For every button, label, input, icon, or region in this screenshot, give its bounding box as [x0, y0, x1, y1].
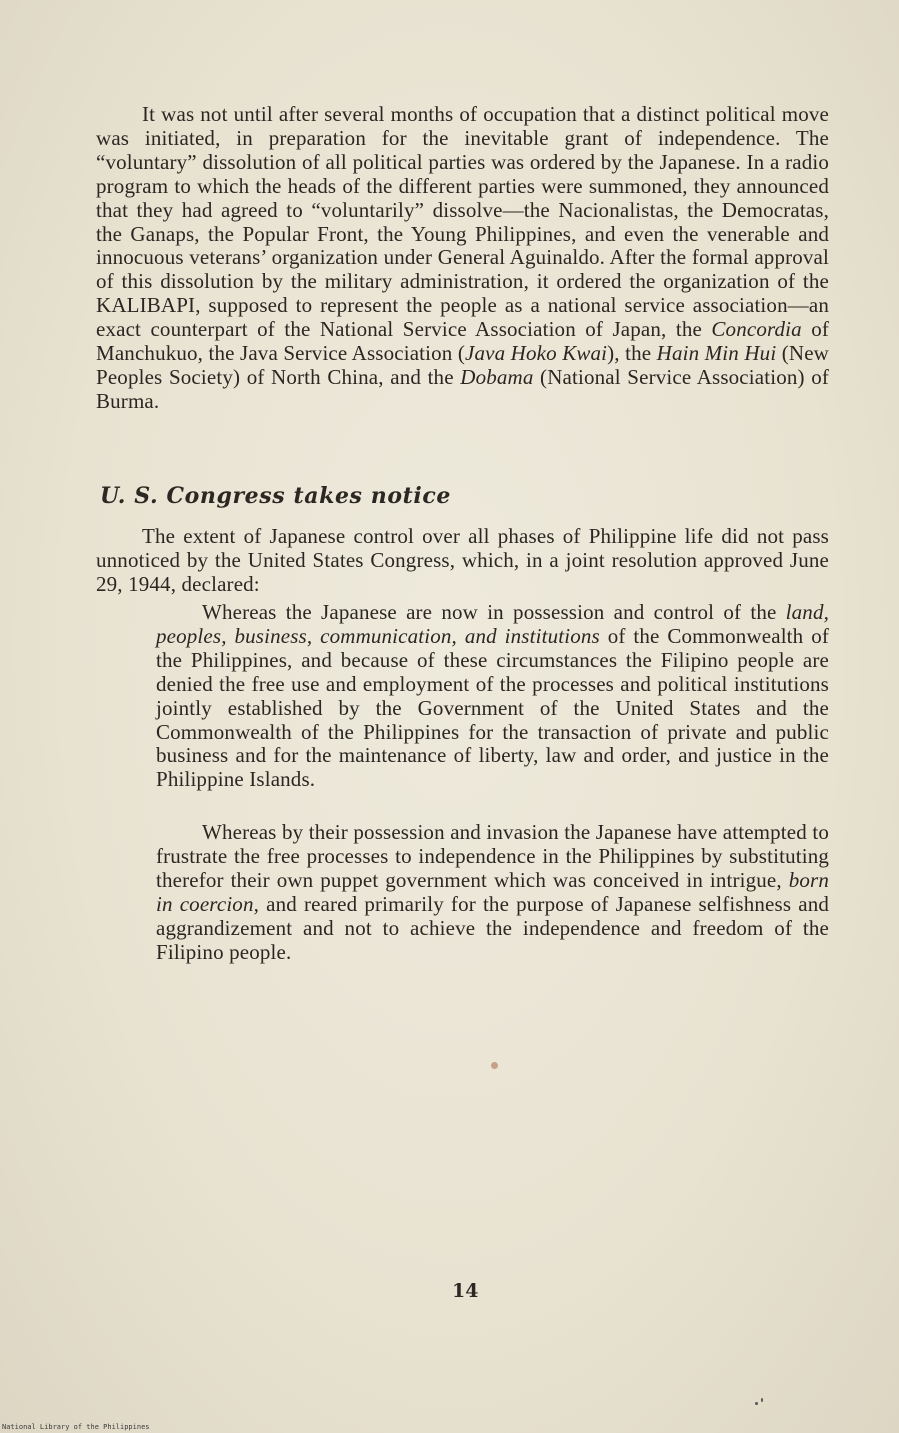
scan-speck: [755, 1402, 758, 1405]
italic-term: Java Hoko Kwai: [465, 341, 608, 366]
page-number: 14: [452, 1280, 479, 1302]
quoted-resolution-clause-1: [156, 601, 829, 792]
paragraph-segment: of Manchukuo, the Java Service Association (: [96, 317, 830, 366]
quote-text: [156, 821, 829, 964]
ornament-dot: [491, 1062, 498, 1069]
italic-term: Hain Min Hui: [656, 341, 777, 366]
paragraph-segment: It was not until after several months of occupation that a distinct political move was initiated, in preparation for the inevitable grant of independence. The “voluntary” dissolution of all political parties was ordered by the Japanese. In a radio program to which the heads of the different parties were summoned, they announced that they had agreed to “voluntarily” dissolve—the Nacionalistas, the Democratas, the Ganaps, the Popular Front, the Young Philippines, and even the venerable and innocuous veterans’ organization under General Aguinaldo. After the formal approval of this dissolution by the military administration, it ordered the organization of the KALIBAPI, supposed to represent the people as a national service association—an exact counterpart of the National Service Association of Japan, the: [96, 102, 829, 342]
quote-segment: Whereas by their possession and invasion the Japanese have attempted to frustrate the free processes to independence in the Philippines by substituting therefor their own puppet government which was conceived in intrigue,: [156, 820, 829, 892]
quote-segment: Whereas the Japanese are now in possession and control of the: [202, 600, 786, 624]
italic-phrase: born in coercion,: [156, 867, 829, 916]
paragraph-text: [96, 103, 829, 414]
library-credit: National Library of the Philippines: [2, 1423, 150, 1431]
scan-speck: [761, 1398, 763, 1402]
italic-term: Concordia: [711, 317, 802, 342]
paragraph-segment: (New Peoples Society) of North China, and the: [96, 341, 829, 389]
italic-phrase: land, peoples, business, communication, and institutions: [156, 600, 829, 648]
quote-segment: and reared primarily for the purpose of Japanese selfishness and aggrandizement and not to achieve the independence and freedom of the Filipino people.: [156, 891, 830, 964]
section-heading: U. S. Congress takes notice: [100, 483, 451, 509]
body-paragraph-congress: [96, 525, 829, 597]
paragraph-text: The extent of Japanese control over all phases of Philippine life did not pass unnoticed by the United States Congress, which, in a joint resolution approved June 29, 1944, declared:: [96, 524, 829, 596]
paragraph-segment: ), the: [607, 341, 657, 366]
body-paragraph-occupation: [96, 103, 829, 414]
paragraph-segment: (National Service Association) of Burma.: [96, 364, 829, 413]
quote-segment: of the Commonwealth of the Philippines, and because of these circumstances the Filipino people are denied the free use and employment of the processes and political institutions jointly established by the Government of the United States and the Commonwealth of the Philippines for the transaction of private and public business and for the maintenance of liberty, law and order, and justice in the Philippine Islands.: [156, 623, 829, 792]
quote-text: [156, 601, 829, 792]
quoted-resolution-clause-2: [156, 821, 829, 964]
italic-term: Dobama: [460, 364, 534, 389]
